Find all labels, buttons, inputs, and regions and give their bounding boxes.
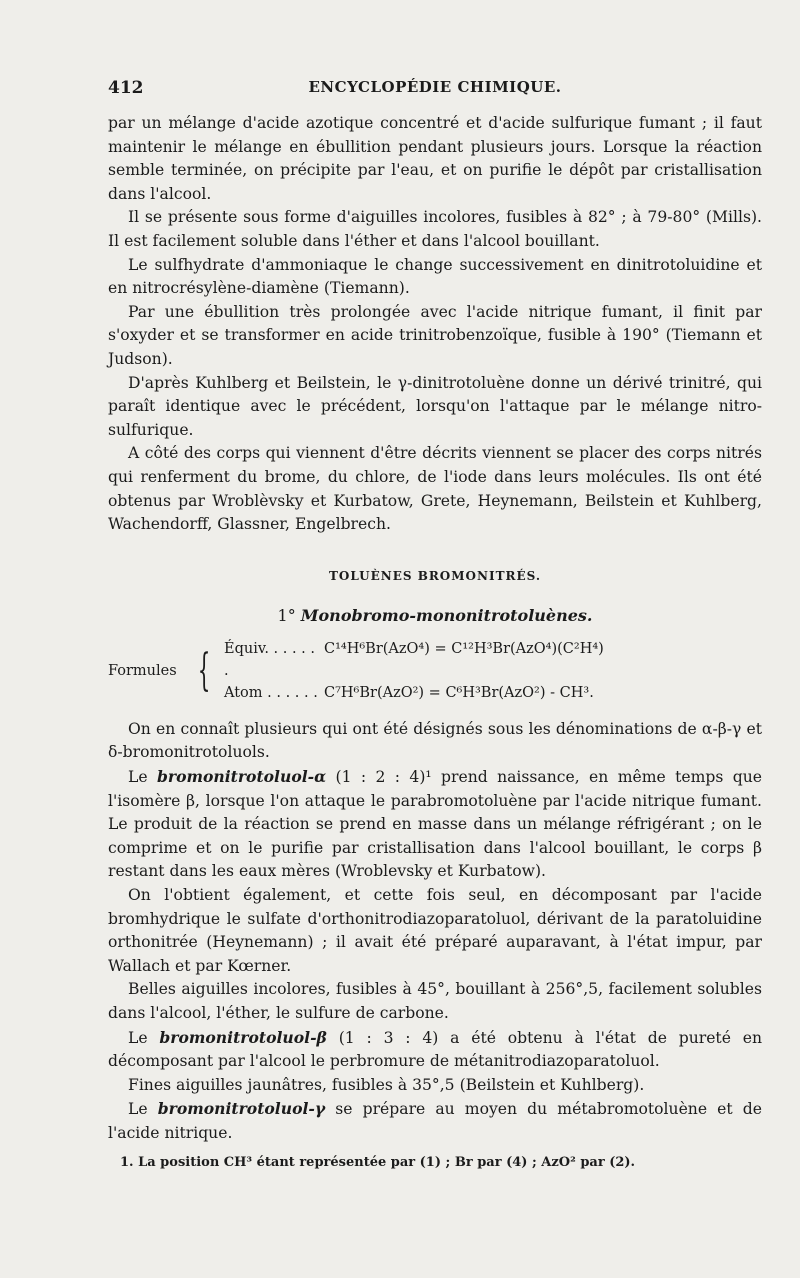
formula-label: Équiv. . . . . . . xyxy=(224,640,316,679)
formula-expression: C¹⁴H⁶Br(AzO⁴) = C¹²H³Br(AzO⁴)(C²H⁴) xyxy=(324,640,604,657)
body-text xyxy=(108,112,762,1146)
paragraph xyxy=(108,1097,762,1145)
compound-name: bromonitrotoluol-α xyxy=(156,767,327,787)
subsection-number: 1° xyxy=(277,606,296,626)
compound-name: bromonitrotoluol-β xyxy=(159,1027,327,1047)
footnote: 1. La position CH³ étant représentée par (1) ; Br par (4) ; AzO² par (2). xyxy=(120,1155,636,1170)
subsection-heading xyxy=(108,604,762,628)
paragraph: Il se présente sous forme d'aiguilles incolores, fusibles à 82° ; à 79-80° (Mills). Il est facilement soluble dans l'éther et dans l'alcool bouillant. xyxy=(108,208,762,250)
paragraph xyxy=(108,1026,762,1074)
text-run: (1 : 3 : 4) a été obtenu à l'état de pureté en décomposant par l'alcool le perbromure de métanitrodiazoparatoluol. xyxy=(108,1028,762,1071)
paragraph: Par une ébullition très prolongée avec l'acide nitrique fumant, il finit par s'oxyder et se transformer en acide trinitrobenzoïque, fusible à 190° (Tiemann et Judson). xyxy=(108,302,762,368)
paragraph: par un mélange d'acide azotique concentré et d'acide sulfurique fumant ; il faut maintenir le mélange en ébullition pendant plusieurs jours. Lorsque la réaction semble terminée, on précipite par l'eau, et on purifie le dépôt par cristallisation dans l'alcool. xyxy=(108,114,762,203)
paragraph: On l'obtient également, et cette fois seul, en décomposant par l'acide bromhydrique le sulfate d'orthonitrodiazoparatoluol, dérivant de la paratoluidine orthonitrée (Heynemann) ; il avait été préparé auparavant, à l'état impur, par Wallach et par Kœrner. xyxy=(108,886,762,975)
formula-row xyxy=(224,682,604,704)
text-run: Le xyxy=(128,768,157,787)
paragraph: Belles aiguilles incolores, fusibles à 45°, bouillant à 256°,5, facilement solubles dans l'alcool, l'éther, le sulfure de carbone. xyxy=(108,980,762,1022)
brace-icon: { xyxy=(197,644,211,696)
formula-label: Atom . . . . . . xyxy=(224,684,318,701)
formula-expression: C⁷H⁶Br(AzO²) = C⁶H³Br(AzO²) - CH³. xyxy=(324,684,594,701)
paragraph: On en connaît plusieurs qui ont été désignés sous les dénominations de α-β-γ et δ-bromonitrotoluols. xyxy=(108,719,762,762)
text-run: se prépare au moyen du métabromotoluène et de l'acide nitrique. xyxy=(108,1100,762,1142)
paragraph: D'après Kuhlberg et Beilstein, le γ-dinitrotoluène donne un dérivé trinitré, qui paraît identique avec le précédent, lorsqu'on l'attaque par le mélange nitro-sulfurique. xyxy=(108,373,762,439)
page-header xyxy=(108,78,762,100)
running-title: ENCYCLOPÉDIE CHIMIQUE. xyxy=(308,78,562,96)
formulas-rows xyxy=(224,638,604,704)
paragraph: Fines aiguilles jaunâtres, fusibles à 35°,5 (Beilstein et Kuhlberg). xyxy=(128,1075,645,1094)
compound-name: bromonitrotoluol-γ xyxy=(157,1099,326,1119)
section-heading: TOLUÈNES BROMONITRÉS. xyxy=(328,568,542,583)
paragraph xyxy=(108,765,762,884)
page-number: 412 xyxy=(108,78,144,98)
text-run: Le xyxy=(128,1100,158,1119)
text-run: Le xyxy=(128,1028,160,1047)
formula-row xyxy=(224,638,604,682)
formulas-block xyxy=(108,638,762,704)
paragraph: A côté des corps qui viennent d'être décrits viennent se placer des corps nitrés qui renferment du brome, du chlore, de l'iode dans leurs molécules. Ils ont été obtenus par Wroblèvsky et Kurbatow, Grete, Heynemann, Beilstein et Kuhlberg, Wachendorff, Glassner, Engelbrech. xyxy=(108,444,762,534)
paragraph: Le sulfhydrate d'ammoniaque le change successivement en dinitrotoluidine et en nitrocrésylène-diamène (Tiemann). xyxy=(108,255,762,298)
subsection-title: Monobromo-mononitrotoluènes. xyxy=(300,606,593,626)
text-run: (1 : 2 : 4)¹ prend naissance, en même temps que l'isomère β, lorsque l'on attaque le parabromotoluène par l'acide nitrique fumant. Le produit de la réaction se prend en masse dans un mélange réfrigérant ; on le comprime et on le purifie par cristallisation dans l'alcool bouillant, le corps β restant dans les eaux mères (Wroblevsky et Kurbatow). xyxy=(108,768,762,881)
formulas-label: Formules xyxy=(108,662,177,679)
